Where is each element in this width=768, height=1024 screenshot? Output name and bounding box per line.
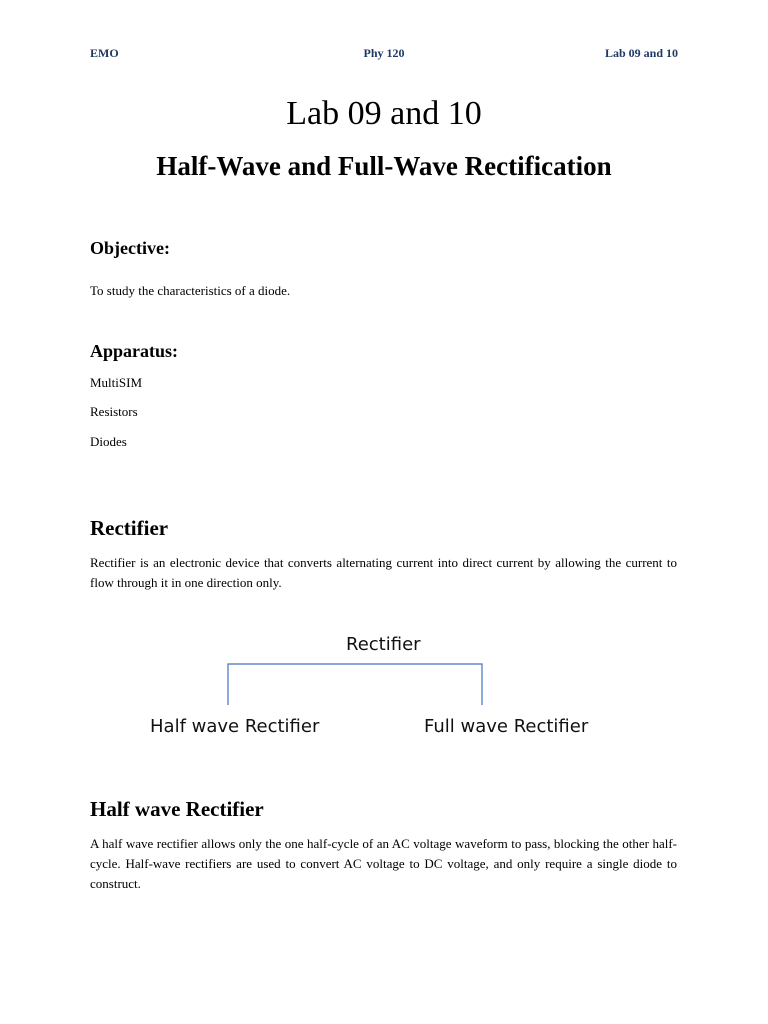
apparatus-item: MultiSIM <box>90 375 143 390</box>
header-left-text: EMO <box>90 46 119 60</box>
objective-text: To study the characteristics of a diode. <box>90 283 291 298</box>
half-wave-paragraph: A half wave rectifier allows only the one half-cycle of an AC voltage waveform to pass, blocking the other half-cycle. Half-wave rectifiers are used to convert AC voltage to DC voltage, and only require a single diode to construct. <box>90 836 677 891</box>
diagram-left-label: Half wave Rectifier <box>150 716 320 737</box>
apparatus-heading: Apparatus: <box>90 341 179 361</box>
rectifier-hierarchy-diagram <box>140 628 620 758</box>
rectifier-paragraph: Rectifier is an electronic device that converts alternating current into direct current by allowing the current to flow through it in one direction only. <box>90 555 677 590</box>
objective-heading: Objective: <box>90 238 170 258</box>
half-wave-heading: Half wave Rectifier <box>90 797 264 821</box>
document-subtitle: Half-Wave and Full-Wave Rectification <box>156 151 612 181</box>
diagram-right-label: Full wave Rectifier <box>424 716 589 737</box>
page-header <box>90 46 678 62</box>
rectifier-heading: Rectifier <box>90 516 169 540</box>
document-title: Lab 09 and 10 <box>286 95 482 132</box>
connector-line <box>228 664 482 705</box>
apparatus-item: Diodes <box>90 434 127 449</box>
apparatus-item: Resistors <box>90 404 138 419</box>
header-center-text: Phy 120 <box>363 46 405 60</box>
header-right-text: Lab 09 and 10 <box>604 46 678 60</box>
diagram-root-label: Rectifier <box>346 634 421 655</box>
